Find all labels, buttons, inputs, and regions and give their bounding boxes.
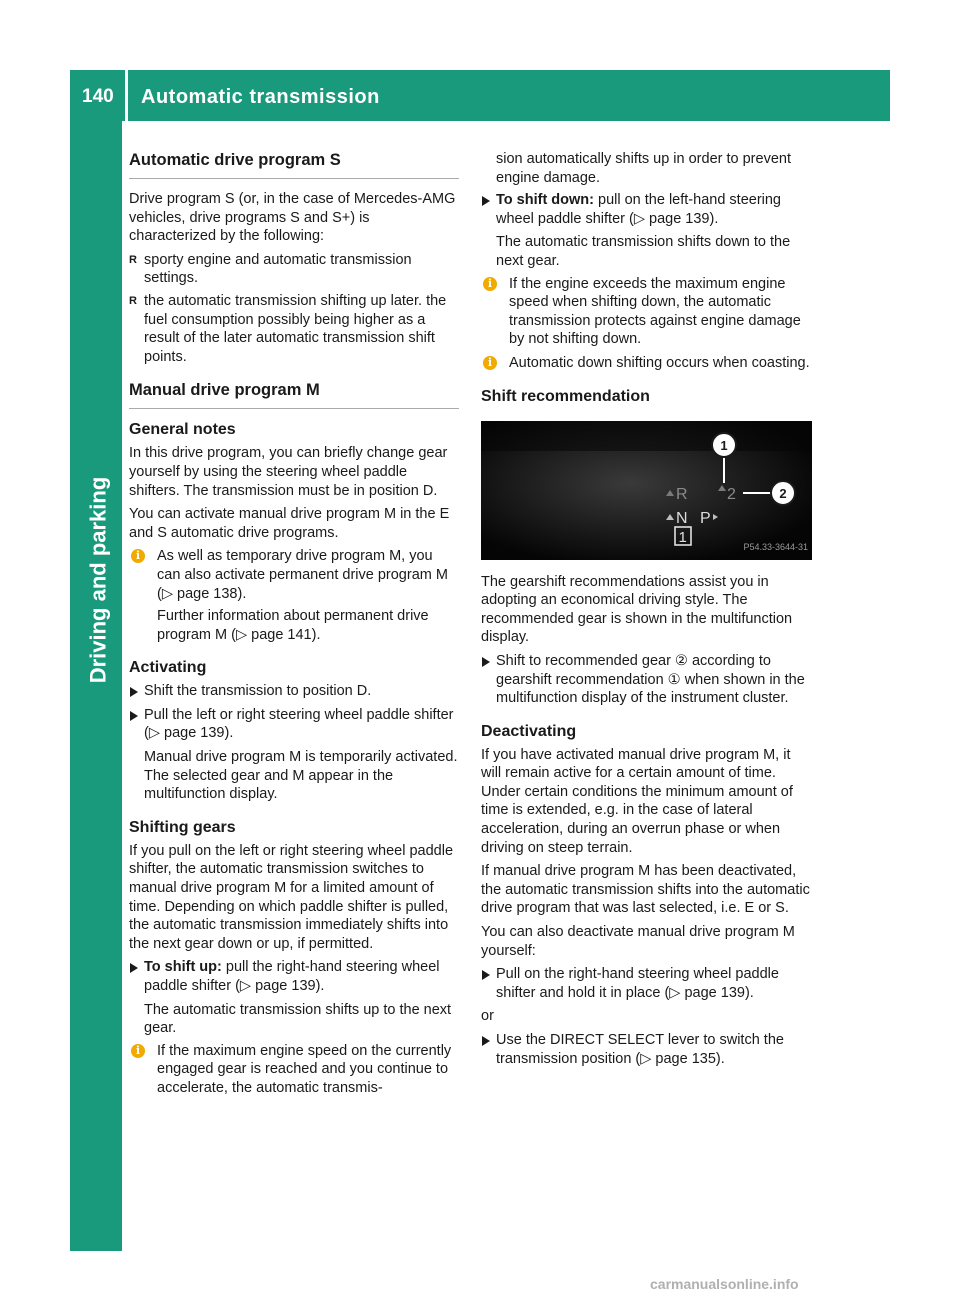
display-top-shade	[481, 421, 812, 451]
info-note-more: Further information about permanent drive program M (▷ page 141).	[157, 608, 429, 643]
heading-deactivating: Deactivating	[481, 722, 577, 740]
step-result: Manual drive program M is temporarily activated. The selected gear and M appear in the multifunction display.	[144, 749, 458, 803]
paragraph-s-intro: Drive program S (or, in the case of Mercedes-AMG vehicles, drive programs S and S+) is characterized by the following:	[129, 191, 456, 245]
info-icon: i	[483, 356, 497, 370]
shift-up-label: To shift up:	[144, 959, 222, 976]
paragraph-general-1: In this drive program, you can briefly change gear yourself by using the steering wheel paddle shifters. The transmission must be in position D.	[129, 445, 448, 499]
or-label: or	[481, 1008, 494, 1025]
info-note	[481, 275, 812, 349]
callout-1-label: 1	[720, 437, 728, 453]
info-icon: i	[483, 277, 497, 291]
step-item: Shift the transmission to position D.	[129, 682, 459, 701]
info-note	[481, 354, 812, 373]
paragraph-shifting: If you pull on the left or right steering wheel paddle shifter, the automatic transmission switches to manual drive program M for a limited amount of time. Depending on which paddle shifter is pulled, the automatic transmission immediately shifts into the next gear down or up, if permitted.	[129, 842, 454, 952]
paragraph-deact-1: If you have activated manual drive program M, it will remain active for a certain amount of time. Under certain conditions the minimum amount of time is extended, e.g. in the case of lateral acceleration, during an overrun phase or when driving on steep terrain.	[481, 746, 793, 856]
gear-label-r: R	[676, 485, 688, 503]
figure-code: P54.33-3644-31	[743, 541, 808, 552]
multifunction-display-figure	[481, 421, 812, 560]
list-item: R the automatic transmission shifting up later. the fuel consumption possibly being higher as a result of the later automatic transmission shift points.	[129, 292, 459, 366]
step-item: Pull on the right-hand steering wheel paddle shifter and hold it in place (▷ page 139).	[481, 965, 812, 1002]
heading-general-notes: General notes	[129, 421, 236, 439]
left-column	[129, 150, 459, 1103]
shift-up-text: pull the right-hand steering wheel paddle shifter (▷ page 139).	[144, 959, 440, 994]
footer-watermark: carmanualsonline.info	[650, 1276, 799, 1292]
heading-activating: Activating	[129, 659, 207, 677]
chapter-title: Automatic transmission	[141, 86, 380, 108]
shift-down-label: To shift down:	[496, 192, 594, 209]
section-tab-label-wrap	[85, 430, 111, 730]
section-tab-label: Driving and parking	[85, 476, 110, 684]
paragraph-shift-rec: The gearshift recommendations assist you in adopting an economical driving style. The recommended gear is shown in the multifunction display.	[481, 573, 793, 646]
header-separator	[125, 70, 128, 121]
gear-label-p: P	[700, 509, 711, 527]
heading-drive-program-s: Automatic drive program S	[129, 150, 459, 179]
heading-shift-recommendation: Shift recommendation	[481, 387, 650, 405]
heading-manual-drive-program-m: Manual drive program M	[129, 380, 459, 409]
continued-text: sion automatically shifts up in order to prevent engine damage.	[496, 151, 791, 186]
list-item: R sporty engine and automatic transmission settings.	[129, 251, 459, 288]
info-icon: i	[131, 1044, 145, 1058]
info-note-text: If the engine exceeds the maximum engine speed when shifting down, the automatic transmission protects against engine damage by not shifting down.	[509, 275, 801, 348]
heading-shifting-gears: Shifting gears	[129, 818, 236, 836]
right-column	[481, 150, 812, 1073]
recommended-gear-value: 2	[727, 485, 736, 503]
paragraph-deact-2: If manual drive program M has been deactivated, the automatic transmission shifts into the automatic drive program that was last selected, i.e. E or S.	[481, 863, 810, 917]
step-result: The automatic transmission shifts up to the next gear.	[144, 1001, 452, 1037]
step-result: The automatic transmission shifts down to the next gear.	[496, 234, 791, 269]
shift-down-text: pull on the left-hand steering wheel paddle shifter (▷ page 139).	[496, 192, 782, 227]
step-shift-up	[129, 958, 459, 995]
step-item: Pull the left or right steering wheel paddle shifter (▷ page 139).	[129, 706, 459, 743]
info-note-text: As well as temporary drive program M, you can also activate permanent drive program M (▷ page 138).	[157, 548, 448, 602]
step-shift-down	[481, 191, 812, 228]
paragraph-deact-3: You can also deactivate manual drive program M yourself:	[481, 924, 795, 959]
step-item: Use the DIRECT SELECT lever to switch the transmission position (▷ page 135).	[481, 1031, 812, 1068]
info-icon: i	[131, 549, 145, 563]
current-gear-value: 1	[678, 528, 687, 546]
gear-label-n: N	[676, 509, 688, 527]
info-note	[129, 547, 459, 644]
page-number: 140	[82, 86, 114, 107]
info-note	[129, 1042, 459, 1098]
info-note-text: If the maximum engine speed on the currently engaged gear is reached and you continue to accelerate, the automatic transmis-	[157, 1042, 452, 1096]
callout-2-label: 2	[779, 485, 787, 501]
info-note-text: Automatic down shifting occurs when coasting.	[509, 354, 810, 371]
paragraph-general-2: You can activate manual drive program M in the E and S automatic drive programs.	[129, 506, 450, 541]
step-item: Shift to recommended gear ② according to gearshift recommendation ① when shown in the multifunction display of the instrument cluster.	[481, 652, 812, 708]
